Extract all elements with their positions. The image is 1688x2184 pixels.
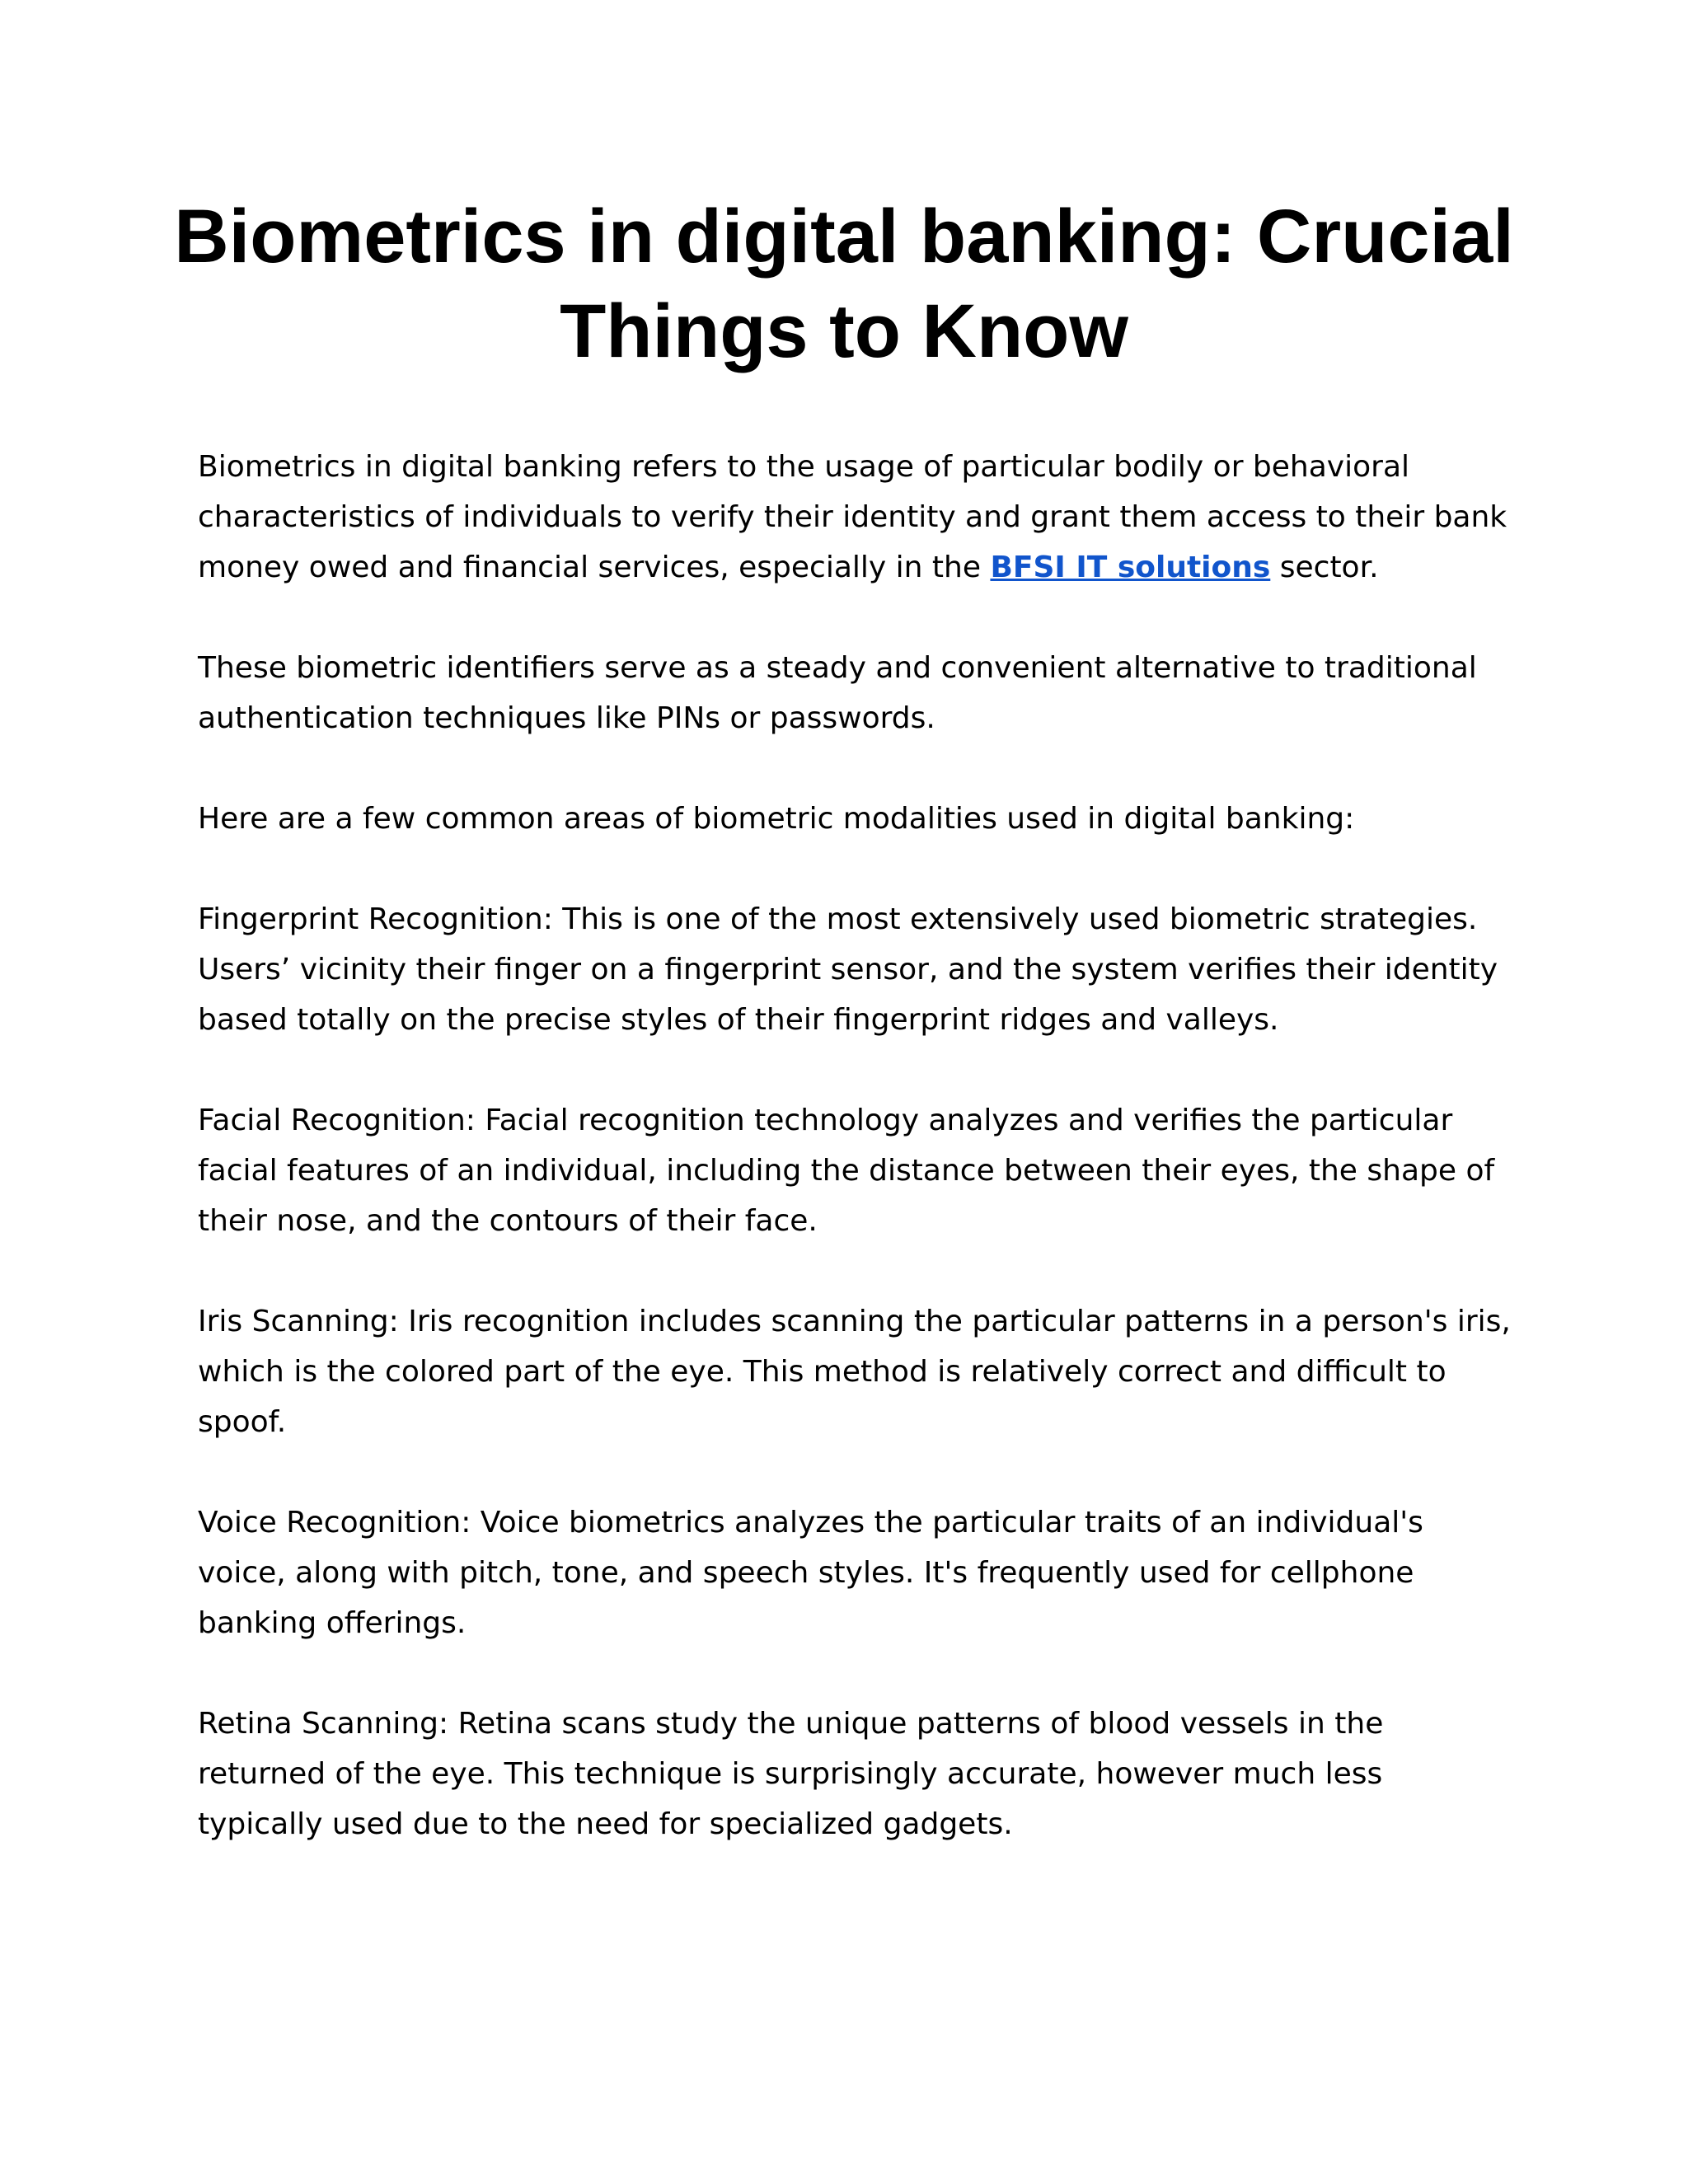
paragraph-alternative: These biometric identifiers serve as a steady and convenient alternative to traditional authentication techniques like PINs or passwords. [198, 651, 1477, 735]
document-body [198, 442, 1517, 1900]
paragraph-voice: Voice Recognition: Voice biometrics analyzes the particular traits of an individual's voice, along with pitch, tone, and speech styles. It's frequently used for cellphone banking offerings. [198, 1506, 1423, 1640]
intro-text-after-link: sector. [1270, 551, 1379, 584]
paragraph-fingerprint: Fingerprint Recognition: This is one of the most extensively used biometric strategies. Users’ vicinity their finger on a fingerprint sensor, and the system verifies their identity based totally on the precise styles of their fingerprint ridges and valleys. [198, 902, 1498, 1037]
bfsi-it-solutions-link[interactable]: BFSI IT solutions [990, 551, 1271, 584]
paragraph-iris: Iris Scanning: Iris recognition includes scanning the particular patterns in a person's iris, which is the colored part of the eye. This method is relatively correct and difficult to spoof. [198, 1305, 1511, 1439]
intro-paragraph [198, 442, 1517, 593]
page-title: Biometrics in digital banking: Crucial Things to Know [174, 194, 1514, 373]
paragraph-facial: Facial Recognition: Facial recognition technology analyzes and verifies the particular facial features of an individual, including the distance between their eyes, the shape of their nose, and the contours of their face. [198, 1104, 1495, 1238]
paragraph-modalities-intro: Here are a few common areas of biometric modalities used in digital banking: [198, 802, 1355, 836]
paragraph-retina: Retina Scanning: Retina scans study the unique patterns of blood vessels in the returned of the eye. This technique is surprisingly accurate, however much less typically used due to the need for specialized gadgets. [198, 1707, 1384, 1841]
intro-text-before-link: Biometrics in digital banking refers to the usage of particular bodily or behavioral characteristics of individuals to verify their identity and grant them access to their bank money owed and financial services, especially in the [198, 450, 1507, 584]
